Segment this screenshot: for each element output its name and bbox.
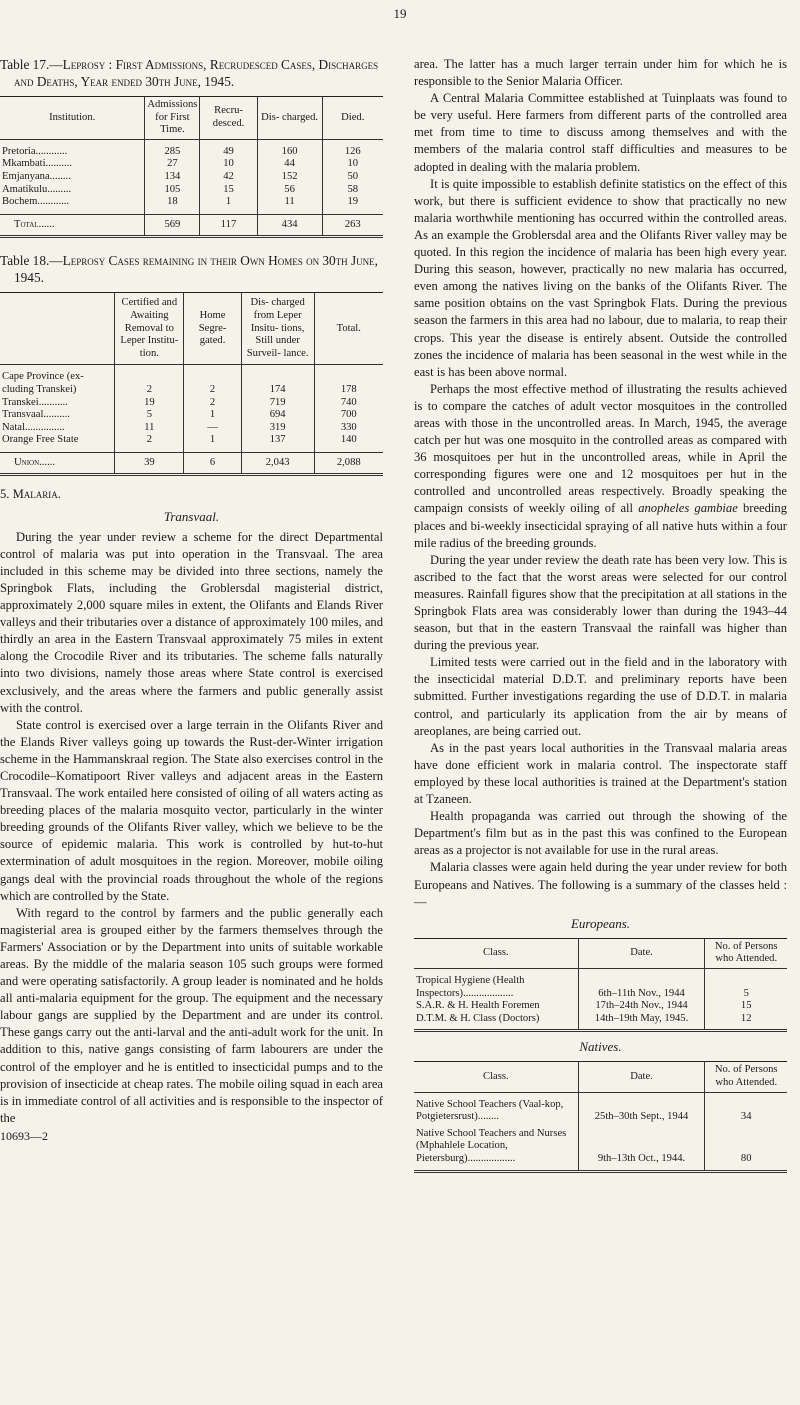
- paragraph: area. The latter has a much larger terrain under him for which he is responsible to the Senior Malaria Officer.: [414, 57, 787, 89]
- table17-total-row: Total...... 569 117 434 263: [0, 214, 383, 237]
- table17-header: Dis- charged.: [257, 97, 322, 140]
- table17: [0, 96, 383, 238]
- print-footer: 10693—2: [0, 1128, 48, 1143]
- table-row: Emjanyana........ 134 42 152 50: [0, 171, 383, 184]
- table-row: Cape Province (ex- cluding Transkei) 2 2 174 178: [0, 365, 383, 397]
- table17-header: Recru- desced.: [200, 97, 257, 140]
- table-row: Pretoria............ 285 49 160 126: [0, 139, 383, 158]
- paragraph: State control is exercised over a large terrain in the Olifants River and the Elands River valleys going up towards the Rust-der-Winter irrigation scheme in the Hammanskraal region. The State also exercises control in the Crocodile–Komatipoort River valleys and adjacent areas in the Eastern Transvaal. The work entailed here consisted of oiling of all waters acting as breeding places of the malaria mosquito vector, particularly in the winter breeding grounds of the Olifants River valley, which we believe to be the source of epidemic malaria. This work is controlled by hut-to-hut extermination of adult mosquitoes in the region. Moreover, mobile oiling gangs deal with the provincial roads throughout the whole of the regions which are controlled by the State.: [0, 717, 383, 903]
- paragraph: During the year under review the death rate has been very low. This is ascribed to the fact that the worst areas were selected for our control measures. Rainfall figures show that the precipitation at all stations in the Springbok Flats area was considerably lower than during the 1943–44 season, but that in the eastern Transvaal the rainfall was higher than during the previous year.: [414, 552, 787, 653]
- table-row: S.A.R. & H. Health Foremen 17th–24th Nov., 1944 15: [414, 1000, 787, 1013]
- table17-header: Institution.: [0, 97, 145, 140]
- table-row: Orange Free State 2 1 137 140: [0, 434, 383, 452]
- paragraph: Malaria classes were again held during the year under review for both Europeans and Natives. The following is a summary of the classes held :—: [414, 860, 787, 909]
- natives-header: Date.: [578, 1062, 705, 1092]
- right-column: [414, 56, 787, 1179]
- left-column: [0, 56, 383, 1145]
- table17-header: Died.: [322, 97, 383, 140]
- table-row: D.T.M. & H. Class (Doctors) 14th–19th May, 1945. 12: [414, 1013, 787, 1031]
- europeans-header: No. of Persons who Attended.: [705, 938, 787, 968]
- table-row: Native School Teachers and Nurses (Mphahlele Location, Pietersburg).................. 9th–13th Oct., 1944. 80: [414, 1124, 787, 1171]
- paragraph: As in the past years local authorities in the Transvaal malaria areas have done efficient work in malaria control. The inspectorate staff employed by these local authorities is trained at the Department's station at Tzaneen.: [414, 740, 787, 807]
- paragraph: Perhaps the most effective method of illustrating the results achieved is to compare the catches of adult vector mosquitoes in the controlled areas with those in the uncontrolled areas. In March, 1945, the average catch per hut was one mosquito in the controlled areas as compared with 36 mosquitoes per hut in the uncontrolled areas, while in April the corresponding figures were one and 12 mosquitoes per hut in the controlled and uncontrolled areas respectively. Broadly speaking the campaign consists of weekly oiling of all anopheles gambiae breeding places and bi-weekly insecticidal spraying of all native huts within a four mile radius of the breeding grounds.: [414, 381, 788, 550]
- paragraph: A Central Malaria Committee established at Tuinplaats was found to be very useful. Here farmers from different parts of the controlled area met from time to time to discuss among themselves and with the members of the malaria control staff difficulties and measures to be adopted in dealing with the malaria problem.: [414, 91, 787, 174]
- table17-header: Admissions for First Time.: [145, 97, 200, 140]
- table-row: Bochem............ 18 1 11 19: [0, 196, 383, 214]
- table18-header: Certified and Awaiting Removal to Leper Institu- tion.: [115, 293, 184, 365]
- paragraph: With regard to the control by farmers and the public generally each magisterial area is grouped either by the farmers themselves through the Farmers' Association or by the Department into units of suitable workable areas. By the middle of the malaria season 105 such groups were formed and were operating satisfactorily. A group leader is nominated and he holds all anti-malaria equipment for the group. The equipment and the necessary labour gangs are supplied by the Department and are under its control. These gangs carry out the anti-larval and the anti-adult work for the unit. In addition to this, native gangs consisting of farm labourers are under the control of the employer and he is entitled to insecticidal pumps and to the provision of insecticide at cheap rates. The mobile oiling squad in each area is in immediate control of all activities and is responsible to the inspector of the: [0, 905, 383, 1125]
- table18: [0, 292, 383, 476]
- table-row: Natal............... 11 — 319 330: [0, 422, 383, 435]
- table-row: Transkei........... 19 2 719 740: [0, 397, 383, 410]
- table18-caption: Table 18.—Leprosy Cases remaining in their Own Homes on 30th June, 1945.: [0, 253, 378, 286]
- europeans-header: Class.: [414, 938, 578, 968]
- table-row: Mkambati.......... 27 10 44 10: [0, 158, 383, 171]
- table17-caption: Table 17.—Leprosy : First Admissions, Recrudesced Cases, Discharges and Deaths, Year ended 30th June, 1945.: [0, 57, 379, 89]
- table18-header: [0, 293, 115, 365]
- europeans-table: [414, 938, 787, 1033]
- paragraph: It is quite impossible to establish definite statistics on the effect of this work, but there is sufficient evidence to show that practically no new malaria worthwhile mentioning has occurred within the controlled areas. As an example the Groblersdal area and the Olifants River valley may be quoted. In this region the incidence of malaria has been high every year. During this season, however, practically no new malaria has occurred, even among the natives living on the banks of the Olifants River. The same position obtains on the vast Springbok Flats. During the previous season the farmers in this area had no labour, due to malaria, to reap their crops. This year the disease is entirely absent. Outside the controlled zones the incidence of malaria has been seasonal in the west while in the east is has been above normal.: [414, 176, 787, 379]
- table18-header: Total.: [314, 293, 383, 365]
- paragraph: During the year under review a scheme for the direct Departmental control of malaria was put into operation in the Transvaal. The area included in this scheme may be divided into three sections, namely the Springbok Flats, including the Groblersdal magisterial district, approximately 2,000 square miles in extent, the Olifants and Elands River valleys and their tributaries over a distance of approximately 100 miles, and thirdly an area in the Eastern Transvaal approximately 75 miles in extent along the Crocodile River and its tributaries. The scheme falls naturally into two divisions, namely those areas where State control is exercised exclusively, and the areas where the farmers and public generally assist with the control.: [0, 529, 383, 715]
- paragraph: Limited tests were carried out in the field and in the laboratory with the insecticidal material D.D.T. and preliminary reports have been submitted. Further investigations regarding the use of D.D.T. in malaria control, and particularly its application from the air by means of areoplanes, are being carried out.: [414, 655, 787, 738]
- table-row: Tropical Hygiene (Health Inspectors)................... 6th–11th Nov., 1944 5: [414, 968, 787, 1000]
- subsection-heading: Transvaal.: [163, 508, 220, 524]
- paragraph: Health propaganda was carried out through the showing of the Department's film but as in the past this was confined to the European areas as a projector is not available for use in the rural areas.: [414, 809, 787, 858]
- table18-header: Dis- charged from Leper Insitu- tions, Still under Surveil- lance.: [241, 293, 314, 365]
- europeans-heading: Europeans.: [570, 915, 631, 931]
- page-number: 19: [393, 6, 407, 21]
- table18-header: Home Segre- gated.: [184, 293, 241, 365]
- table-row: Amatikulu......... 105 15 56 58: [0, 184, 383, 197]
- natives-heading: Natives.: [579, 1039, 622, 1055]
- europeans-header: Date.: [578, 938, 705, 968]
- natives-header: Class.: [414, 1062, 578, 1092]
- natives-header: No. of Persons who Attended.: [705, 1062, 787, 1092]
- section-heading: 5. Malaria.: [0, 487, 61, 502]
- table-row: Native School Teachers (Vaal-kop, Potgietersrust)........ 25th–30th Sept., 1944 34: [414, 1092, 787, 1124]
- natives-table: [414, 1061, 787, 1172]
- table-row: Transvaal.......... 5 1 694 700: [0, 409, 383, 422]
- table18-total-row: Union...... 39 6 2,043 2,088: [0, 452, 383, 475]
